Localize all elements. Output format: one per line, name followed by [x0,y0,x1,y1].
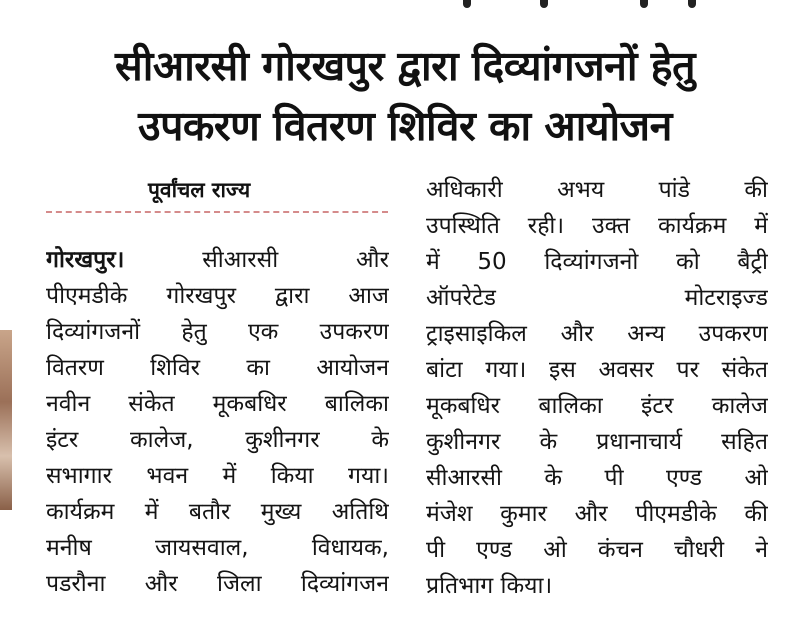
article-line: पीएमडीके गोरखपुर द्वारा आज [46,283,389,309]
article-column-right [426,172,768,604]
article-line: मूकबधिर बालिका इंटर कालेज [426,393,768,419]
article-line: सभागार भवन में किया गया। [46,463,389,489]
article-line: प्रतिभाग किया। [426,573,553,599]
adjacent-photo-edge [0,330,12,510]
cropped-text-above [0,0,810,14]
headline-line-2: उपकरण वितरण शिविर का आयोजन [138,102,672,150]
article-line: कार्यक्रम में बतौर मुख्य अतिथि [46,499,389,525]
article-line: गोरखपुर। सीआरसी और [46,247,389,273]
article-line: सीआरसी के पी एण्ड ओ [426,465,768,491]
headline-line-1: सीआरसी गोरखपुर द्वारा दिव्यांगजनों हेतु [115,42,695,90]
article-line: पी एण्ड ओ कंचन चौधरी ने [426,537,768,563]
article-line: मनीष जायसवाल, विधायक, [46,535,389,561]
article-line: मंजेश कुमार और पीएमडीके की [426,501,768,527]
dateline-divider [46,211,388,213]
article-line: अधिकारी अभय पांडे की [426,177,768,203]
article-line: में 50 दिव्यांगजनो को बैट्री [426,249,768,275]
article-line: दिव्यांगजनों हेतु एक उपकरण [46,319,389,345]
article-line: इंटर कालेज, कुशीनगर के [46,427,389,453]
dateline: पूर्वांचल राज्य [148,178,251,202]
lead-place: गोरखपुर। [46,247,125,273]
article-column-left [46,242,389,602]
article-line: बांटा गया। इस अवसर पर संकेत [426,357,768,383]
article-line: ट्राइसाइकिल और अन्य उपकरण [426,321,768,347]
article-line: उपस्थिति रही। उक्त कार्यक्रम में [426,213,768,239]
article-line: नवीन संकेत मूकबधिर बालिका [46,391,389,417]
article-line: कुशीनगर के प्रधानाचार्य सहित [426,429,768,455]
article-line: ऑपरेटेड मोटराइज्ड [426,285,768,311]
article-line: वितरण शिविर का आयोजन [46,355,389,381]
article-line: पडरौना और जिला दिव्यांगजन [46,571,389,597]
